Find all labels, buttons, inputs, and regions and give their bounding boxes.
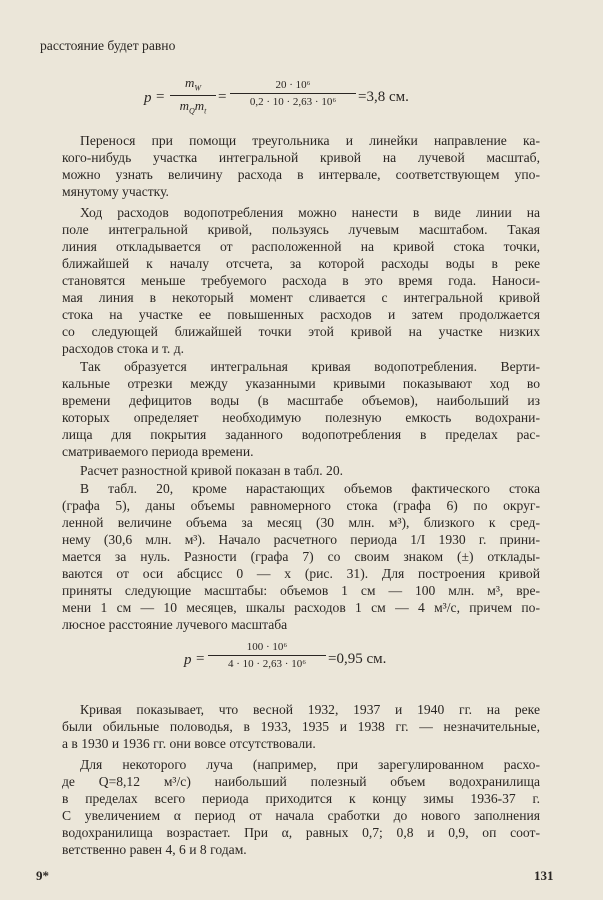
para-4-line-1: Расчет разностной кривой показан в табл. 20. [80, 463, 344, 478]
formula-2-frac [208, 641, 326, 670]
formula-2-frac-num: 100 · 10⁶ [208, 641, 326, 656]
para-5-line-3: ленной величине объема за месяц (30 млн. м³), близкого к сред- [62, 515, 540, 530]
formula-1-frac2 [230, 79, 356, 108]
para-7-line-2: де Q=8,12 м³/с) наибольший полезный объем водохранилища [62, 774, 540, 789]
formula-1-frac1-num-sub: W [194, 83, 202, 93]
para-5-line-8: мени 1 см — 10 месяцев, шкалы расходов 1 см — 4 м³/с, причем по- [62, 600, 540, 615]
formula-1-frac1-den-sub1: Q [188, 106, 195, 116]
para-3-line-2: кальные отрезки между указанными кривыми показывают ход во [62, 376, 540, 391]
formula-2-frac-den: 4 · 10 · 2,63 · 10⁶ [227, 658, 307, 670]
para-2-line-5: становятся меньше требуемого расхода в это время года. Наноси- [62, 273, 540, 288]
para-2-line-1: Ход расходов водопотребления можно нанести в виде линии на [80, 205, 540, 220]
para-7-line-4: С увеличением α период от начала сработки до нового заполнения [62, 808, 540, 823]
para-5-line-1: В табл. 20, кроме нарастающих объемов фактического стока [80, 481, 540, 496]
para-2-line-2: поле интегральной кривой, пользуясь лучевым масштабом. Такая [62, 222, 540, 237]
para-1-line-3: можно узнать величину расхода в интервале, соответствующем упо- [62, 167, 540, 182]
para-6-line-1: Кривая показывает, что весной 1932, 1937 и 1940 гг. на реке [80, 702, 540, 717]
para-6-line-2: были обильные половодья, в 1933, 1935 и 1938 гг. — незначительные, [62, 719, 540, 734]
para-2-line-3: линия откладывается от расположенной на кривой стока точки, [62, 239, 540, 254]
formula-2-lhs: p [184, 652, 192, 668]
para-7-line-1: Для некоторого луча (например, при зарегулированном расхо- [80, 757, 540, 772]
para-3-line-4: которых определяет необходимую полезную емкость водохрани- [62, 410, 540, 425]
para-2-line-6: мая линия в некоторый момент сливается с интегральной кривой [62, 290, 540, 305]
para-7-line-5: водохранилища возрастает. При α, равных 0,7; 0,8 и 0,9, оп соот- [62, 825, 540, 840]
para-3-line-5: лища для покрытия заданного водопотребления в пределах рас- [62, 427, 540, 442]
para-1-line-2: кого-нибудь участка интегральной кривой на лучевой масштаб, [62, 150, 540, 165]
para-7-line-6: ветственно равен 4, 6 и 8 годам. [62, 842, 247, 857]
formula-1-frac2-num: 20 · 10⁶ [230, 79, 356, 94]
para-5-line-4: нему (30,6 млн. м³). Начало расчетного периода 1/I 1930 г. прини- [62, 532, 540, 547]
formula-1-frac1-num: m [184, 75, 195, 90]
para-2-line-4: ближайшей к началу отсчета, за которой расходы воды в реке [62, 256, 540, 271]
formula-1-eq2: = [218, 89, 227, 105]
para-2-line-8: со следующей ближайшей точки этой кривой на участке низких [62, 324, 540, 339]
para-1-line-1: Перенося при помощи треугольника и линейки направление ка- [80, 133, 540, 148]
signature-mark: 9* [36, 868, 49, 883]
para-2-line-7: стока на участке ее повышенных расходов и затем продолжается [62, 307, 540, 322]
formula-2-result: =0,95 см. [328, 651, 387, 667]
para-5-line-9: люсное расстояние лучевого масштаба [62, 617, 288, 632]
para-5-line-6: ваются от оси абсцисс 0 — x (рис. 31). Для построения кривой [62, 566, 540, 581]
formula-1-eq1: = [156, 89, 165, 105]
para-7-line-3: в пределах всего периода приходится к концу зимы 1936-37 г. [62, 791, 540, 806]
formula-1-result: =3,8 см. [358, 89, 409, 105]
formula-1-frac1-den-m2: m [194, 97, 205, 113]
para-5-line-5: мается за нуль. Разности (графа 7) со своим знаком (±) отклады- [62, 549, 540, 564]
formula-1-frac1-den-m1: m [179, 97, 189, 113]
para-2-line-9: расходов стока и т. д. [62, 341, 185, 356]
para-3-line-3: времени дефицитов воды (в масштабе объемов), наибольший из [62, 393, 540, 408]
para-5-line-7: приняты следующие масштабы: объемов 1 см — 100 млн. м³, вре- [62, 583, 540, 598]
para-5-line-2: (графа 5), даны объемы равномерного стока (графа 6) по округ- [62, 498, 540, 513]
intro-text: расстояние будет равно [40, 38, 176, 53]
formula-2-eq1: = [196, 651, 205, 667]
para-3-line-1: Так образуется интегральная кривая водопотребления. Верти- [80, 359, 540, 374]
page-number: 131 [534, 868, 554, 883]
para-1-line-4: мянутому участку. [62, 184, 169, 199]
formula-1-lhs: p [144, 90, 152, 106]
formula-1-frac2-den: 0,2 · 10 · 2,63 · 10⁶ [249, 96, 337, 108]
formula-1-frac1-den-sub2: t [204, 106, 207, 116]
para-3-line-6: сматриваемого периода времени. [62, 444, 254, 459]
formula-1-frac1 [170, 75, 216, 115]
para-6-line-3: а в 1930 и 1936 гг. они вовсе отсутствовали. [62, 736, 316, 751]
